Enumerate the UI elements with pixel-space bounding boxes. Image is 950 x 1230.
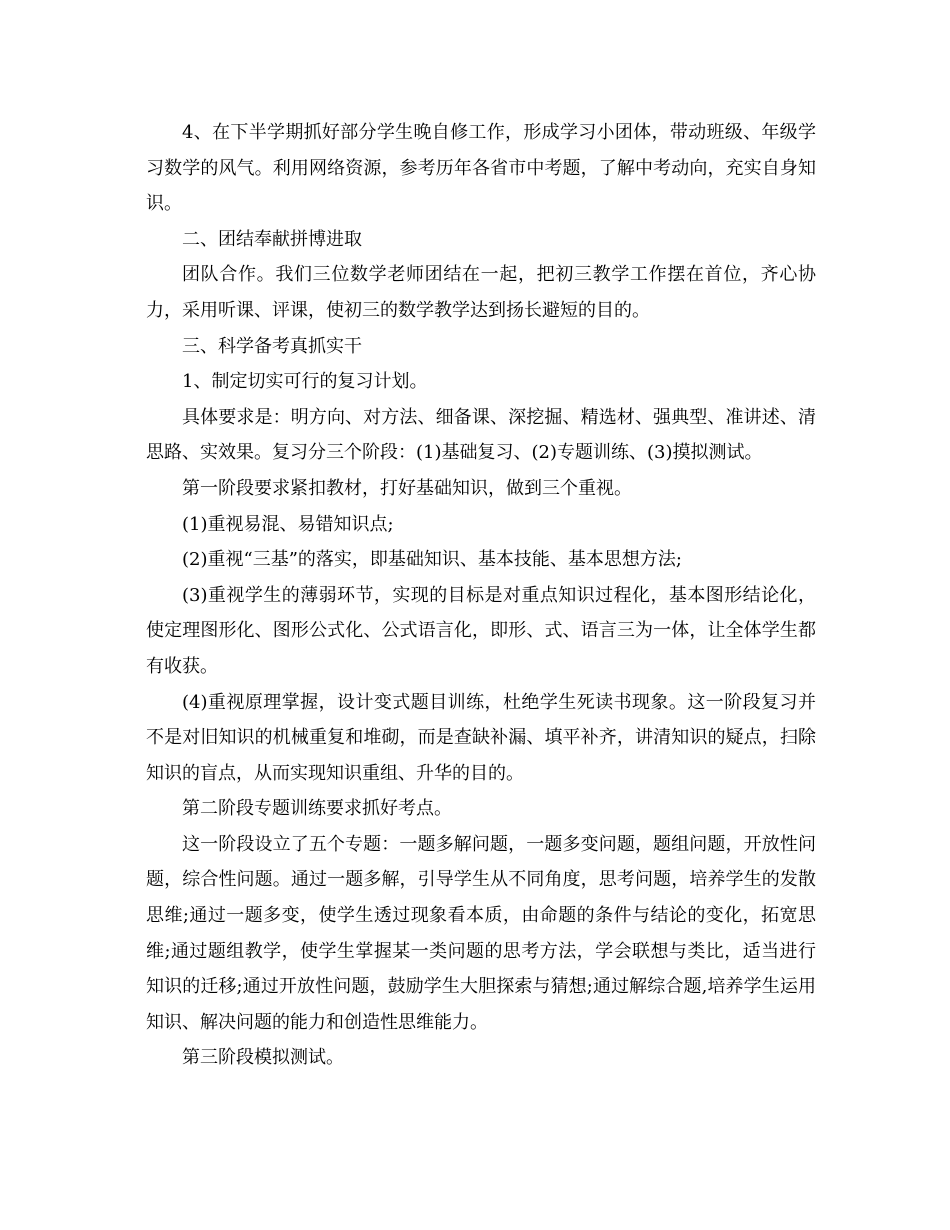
section-heading-exam-prep: 三、科学备考真抓实干 [182,335,362,357]
list-item-4: (4)重视原理掌握，设计变式题目训练，杜绝学生死读书现象。这一阶段复习并不是对旧知识的机械重复和堆砌，而是查缺补漏、填平补齐，讲清知识的疑点，扫除知识的盲点，从而实现知识重组、升华的目的。 [146,691,816,784]
paragraph-review-plan-title: 1、制定切实可行的复习计划。 [182,371,428,393]
list-item-1: (1)重视易混、易错知识点; [182,513,394,535]
paragraph-stage-three: 第三阶段模拟测试。 [182,1047,344,1069]
list-item-2: (2)重视“三基”的落实，即基础知识、基本技能、基本思想方法; [182,549,682,571]
paragraph-five-topics: 这一阶段设立了五个专题：一题多解问题，一题多变问题，题组问题，开放性问题，综合性问题。通过一题多解，引导学生从不同角度，思考问题，培养学生的发散思维;通过一题多变，使学生透过现象看本质，由命题的条件与结论的变化，拓宽思维;通过题组教学，使学生掌握某一类问题的思考方法，学会联想与类比，适当进行知识的迁移;通过开放性问题，鼓励学生大胆探索与猜想;通过解综合题,培养学生运用知识、解决问题的能力和创造性思维能力。 [146,833,816,1033]
paragraph-stage-one: 第一阶段要求紧扣教材，打好基础知识，做到三个重视。 [182,477,632,499]
list-item-3: (3)重视学生的薄弱环节，实现的目标是对重点知识过程化，基本图形结论化，使定理图形化、图形公式化、公式语言化，即形、式、语言三为一体，让全体学生都有收获。 [146,584,816,677]
document-body [146,115,816,1076]
paragraph-stage-two: 第二阶段专题训练要求抓好考点。 [182,798,452,820]
section-heading-teamwork: 二、团结奉献拼博进取 [182,228,362,250]
paragraph-requirements: 具体要求是：明方向、对方法、细备课、深挖掘、精选材、强典型、准讲述、清思路、实效果。复习分三个阶段：(1)基础复习、(2)专题训练、(3)摸拟测试。 [146,406,816,464]
paragraph-item-4-evening-study: 4、在下半学期抓好部分学生晚自修工作，形成学习小团体，带动班级、年级学习数学的风气。利用网络资源，参考历年各省市中考题，了解中考动向，充实自身知识。 [146,122,816,215]
paragraph-teamwork: 团队合作。我们三位数学老师团结在一起，把初三教学工作摆在首位，齐心协力，采用听课、评课，使初三的数学教学达到扬长避短的目的。 [146,264,816,321]
